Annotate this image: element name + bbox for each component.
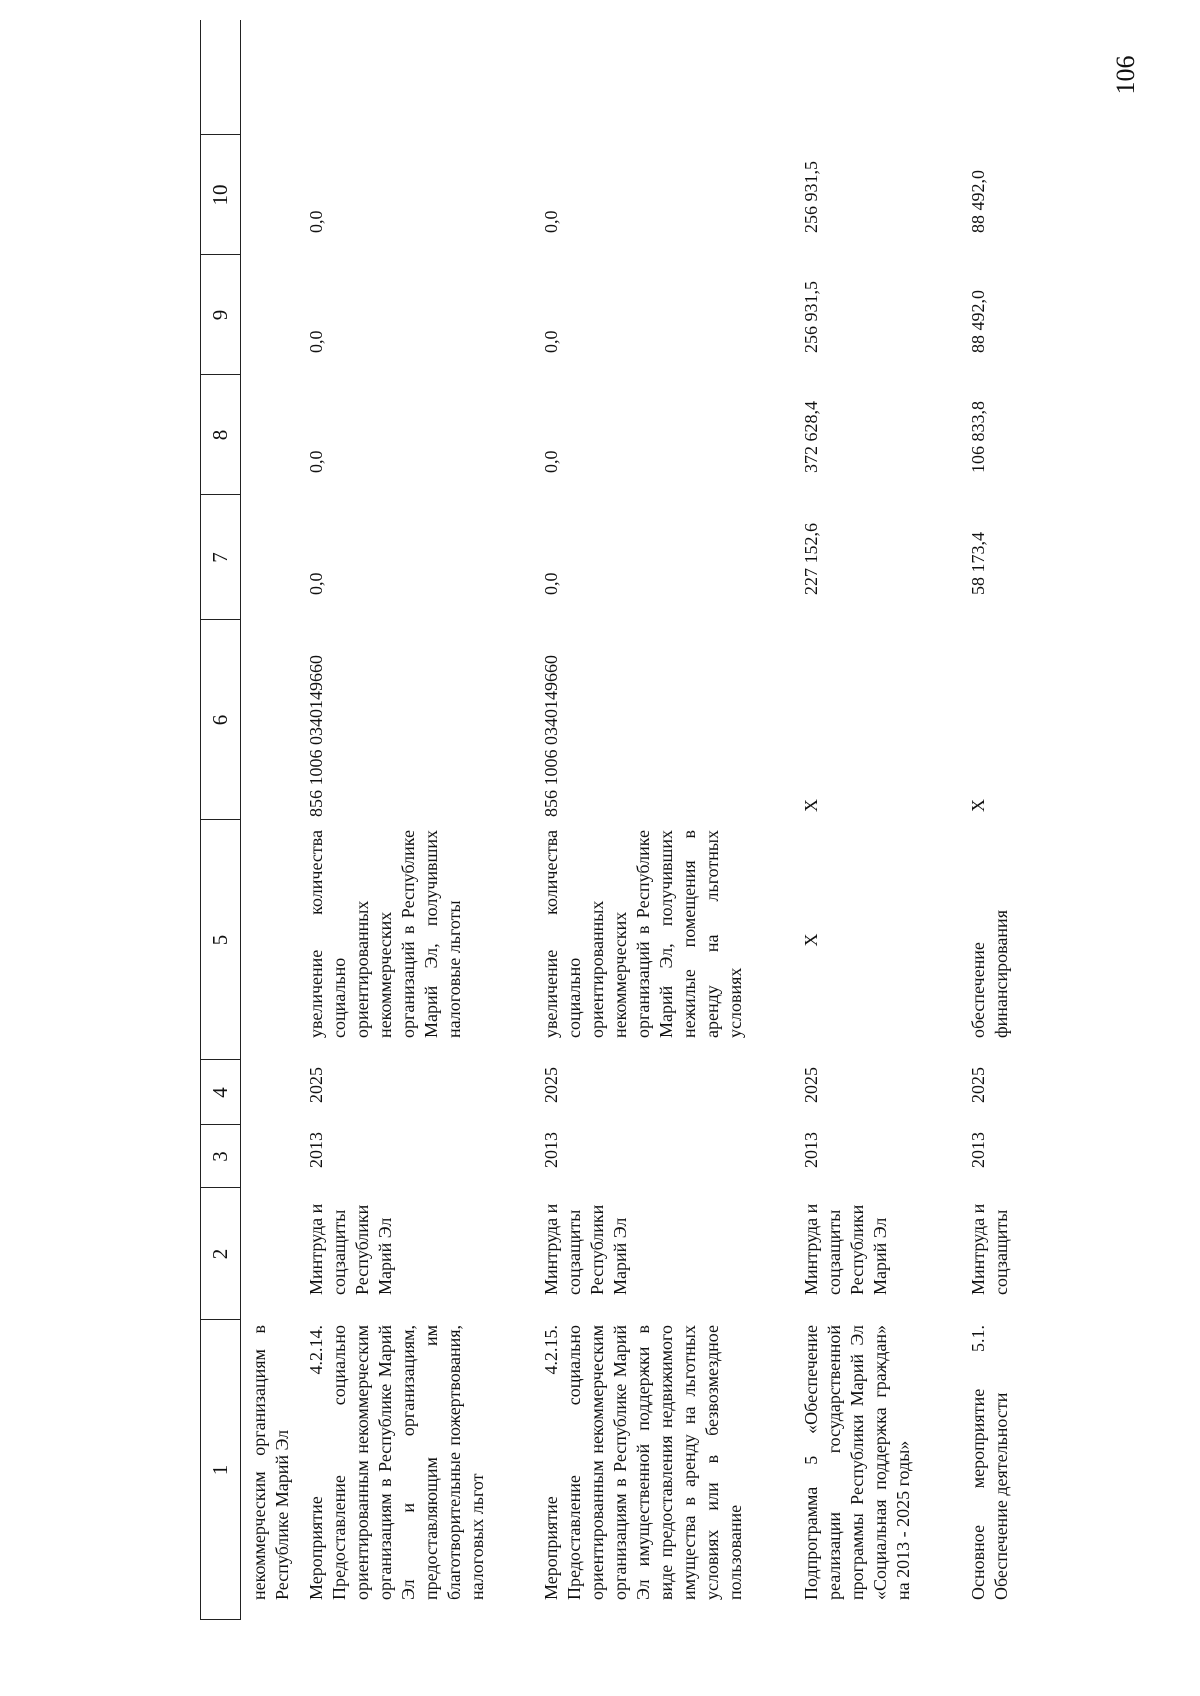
cell-value-9: 0,0 [306,330,326,353]
cell-result: увеличение количества социально ориентированных некоммерческих организаций в Республике Марий Эл, получивших нежилые помещения в аренду на льготных условиях [541,830,745,1038]
cell-measure-name: некоммерческим организациям в Республике Марий Эл [249,1325,292,1600]
cell-value-8: 372 628,4 [801,401,821,473]
cell-budget-code: Х [801,799,821,812]
cell-start-year: 2013 [306,1132,326,1168]
cell-value-8: 0,0 [306,450,326,473]
program-table [200,20,1011,1620]
header-col-9: 9 [208,309,232,321]
cell-end-year: 2025 [541,1067,561,1103]
cell-executor: Минтруда и соцзащиты [968,1203,1011,1295]
cell-value-7: 0,0 [306,572,326,595]
header-col-8: 8 [208,429,232,441]
header-col-4: 4 [208,1087,232,1098]
cell-measure-name: Мероприятие 4.2.15. Предоставление социально ориентированным некоммерческим организациям в Республике Марий Эл имущественной поддержки в виде предоставления недвижимого имущества в аренду на льготных условиях или в безвозмездное пользование [541,1325,745,1600]
cell-value-7: 58 173,4 [968,532,988,595]
cell-end-year: 2025 [968,1067,988,1103]
cell-result: обеспечение финансирования [968,910,1011,1038]
cell-measure-name: Подпрограмма 5 «Обеспечение реализации государственной программы Республики Марий Эл «Социальная поддержка граждан» на 2013 - 2025 годы» [801,1325,913,1600]
cell-measure-name: Мероприятие 4.2.14. Предоставление социально ориентированным некоммерческим организациям в Республике Марий Эл и организациям, предоставляющим им благотворительные пожертвования, налоговых льгот [306,1325,487,1600]
cell-value-7: 0,0 [541,572,561,595]
cell-executor: Минтруда и соцзащиты Республики Марий Эл [541,1203,630,1295]
header-col-3: 3 [208,1151,232,1162]
cell-end-year: 2025 [306,1067,326,1103]
cell-value-10: 0,0 [306,210,326,233]
cell-executor: Минтруда и соцзащиты Республики Марий Эл [306,1203,395,1295]
cell-result: Х [801,933,821,947]
header-col-5: 5 [208,934,232,946]
cell-value-8: 0,0 [541,450,561,473]
cell-value-9: 88 492,0 [968,290,988,353]
cell-executor: Минтруда и соцзащиты Республики Марий Эл [801,1203,890,1295]
header-bottom-border [240,20,241,1620]
cell-value-9: 0,0 [541,330,561,353]
cell-value-8: 106 833,8 [968,401,988,473]
cell-value-10: 256 931,5 [801,161,821,233]
cell-budget-code: Х [968,799,988,812]
header-col-6: 6 [208,714,232,726]
cell-start-year: 2013 [541,1132,561,1168]
cell-value-7: 227 152,6 [801,523,821,595]
table-top-border [200,20,201,1620]
header-col-1: 1 [208,1464,232,1476]
page-number: 106 [1111,55,1140,95]
cell-start-year: 2013 [968,1132,988,1168]
cell-value-10: 88 492,0 [968,170,988,233]
cell-budget-code: 856 1006 0340149660 [541,655,561,817]
header-col-7: 7 [208,552,232,563]
cell-budget-code: 856 1006 0340149660 [306,655,326,817]
cell-result: увеличение количества социально ориентированных некоммерческих организаций в Республике Марий Эл, получивших налоговые льготы [306,830,464,1038]
cell-value-9: 256 931,5 [801,281,821,353]
header-col-10: 10 [208,184,232,206]
header-col-2: 2 [208,1248,232,1260]
cell-end-year: 2025 [801,1067,821,1103]
cell-measure-name: Основное мероприятие 5.1. Обеспечение деятельности [968,1325,1011,1600]
cell-value-10: 0,0 [541,210,561,233]
cell-start-year: 2013 [801,1132,821,1168]
